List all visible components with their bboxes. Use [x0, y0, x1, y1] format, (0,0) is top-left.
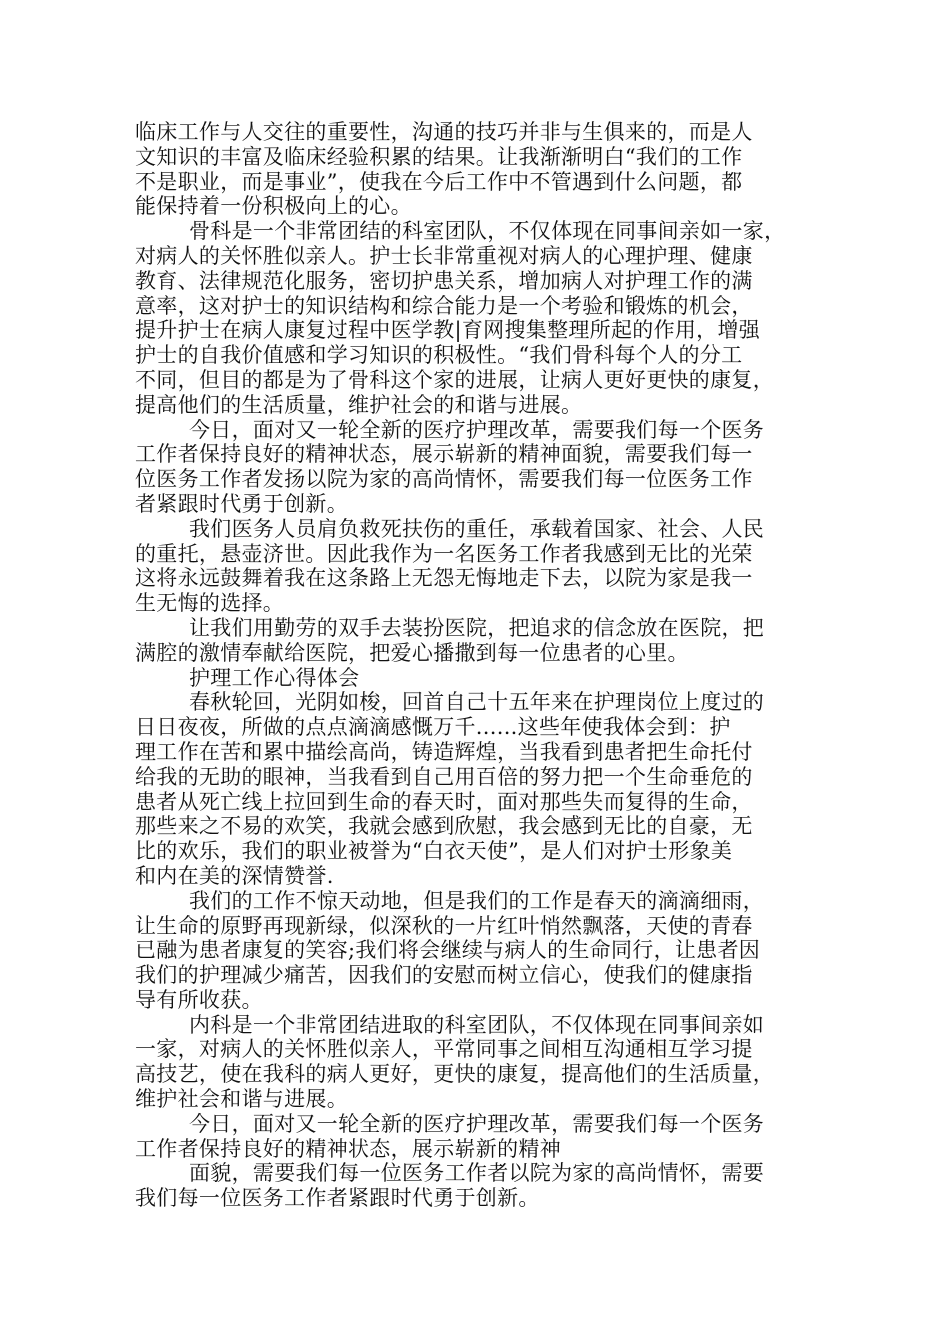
- text-line: 意率，这对护士的知识结构和综合能力是一个考验和锻炼的机会，: [135, 293, 753, 318]
- paragraph-start-line: 我们医务人员肩负救死扶伤的重任，承载着国家、社会、人民: [189, 516, 765, 541]
- paragraph-start-line: 春秋轮回，光阴如梭，回首自己十五年来在护理岗位上度过的: [189, 690, 765, 715]
- text-line: 已融为患者康复的笑容;我们将会继续与病人的生命同行，让患者因: [135, 938, 761, 963]
- text-line: 能保持着一份积极向上的心。: [135, 194, 412, 219]
- text-line: 护士的自我价值感和学习知识的积极性。“我们骨科每个人的分工: [135, 343, 743, 368]
- text-line: 这将永远鼓舞着我在这条路上无怨无悔地走下去，以院为家是我一: [135, 566, 753, 591]
- text-line: 高技艺，使在我科的病人更好，更快的康复，提高他们的生活质量，: [135, 1062, 774, 1087]
- paragraph-start-line: 面貌，需要我们每一位医务工作者以院为家的高尚情怀，需要: [189, 1161, 765, 1186]
- text-line: 工作者保持良好的精神状态，展示崭新的精神: [135, 1136, 561, 1161]
- text-line: 不同，但目的都是为了骨科这个家的进展，让病人更好更快的康复，: [135, 367, 774, 392]
- section-heading: 护理工作心得体会: [189, 665, 360, 690]
- text-line: 比的欢乐，我们的职业被誉为“白衣天使”，是人们对护士形象美: [135, 839, 733, 864]
- document-body: [135, 120, 825, 1211]
- text-line: 的重托，悬壶济世。因此我作为一名医务工作者我感到无比的光荣: [135, 541, 753, 566]
- text-line: 我们的护理减少痛苦，因我们的安慰而树立信心，使我们的健康指: [135, 963, 753, 988]
- text-line: 满腔的激情奉献给医院，把爱心播撒到每一位患者的心里。: [135, 640, 689, 665]
- text-line: 提升护士在病人康复过程中医学教|育网搜集整理所起的作用，增强: [135, 318, 761, 343]
- paragraph-start-line: 今日，面对又一轮全新的医疗护理改革，需要我们每一个医务: [189, 417, 765, 442]
- paragraph-start-line: 内科是一个非常团结进取的科室团队，不仅体现在同事间亲如: [189, 1012, 765, 1037]
- text-line: 和内在美的深情赞誉.: [135, 863, 334, 888]
- paragraph-start-line: 让我们用勤劳的双手去装扮医院，把追求的信念放在医院，把: [189, 615, 765, 640]
- text-line: 理工作在苦和累中描绘高尚，铸造辉煌，当我看到患者把生命托付: [135, 739, 753, 764]
- text-line: 文知识的丰富及临床经验积累的结果。让我渐渐明白“我们的工作: [135, 144, 743, 169]
- text-line: 我们每一位医务工作者紧跟时代勇于创新。: [135, 1186, 540, 1211]
- text-line: 维护社会和谐与进展。: [135, 1087, 348, 1112]
- text-line: 让生命的原野再现新绿，似深秋的一片红叶悄然飘落，天使的青春: [135, 913, 753, 938]
- text-line: 位医务工作者发扬以院为家的高尚情怀，需要我们每一位医务工作: [135, 467, 753, 492]
- text-line: 工作者保持良好的精神状态，展示崭新的精神面貌，需要我们每一: [135, 442, 753, 467]
- text-line: 日日夜夜，所做的点点滴滴感慨万千......这些年使我体会到：护: [135, 715, 731, 740]
- text-line: 者紧跟时代勇于创新。: [135, 491, 348, 516]
- text-line: 给我的无助的眼神，当我看到自己用百倍的努力把一个生命垂危的: [135, 764, 753, 789]
- text-line: 导有所收获。: [135, 987, 263, 1012]
- text-line: 一家，对病人的关怀胜似亲人，平常同事之间相互沟通相互学习提: [135, 1037, 753, 1062]
- text-line: 对病人的关怀胜似亲人。护士长非常重视对病人的心理护理、健康: [135, 243, 753, 268]
- paragraph-start-line: 今日，面对又一轮全新的医疗护理改革，需要我们每一个医务: [189, 1111, 765, 1136]
- text-line: 那些来之不易的欢笑，我就会感到欣慰，我会感到无比的自豪，无: [135, 814, 753, 839]
- text-line: 教育、法律规范化服务，密切护患关系，增加病人对护理工作的满: [135, 268, 753, 293]
- text-line: 不是职业，而是事业”，使我在今后工作中不管遇到什么问题，都: [135, 169, 743, 194]
- text-line: 提高他们的生活质量，维护社会的和谐与进展。: [135, 392, 583, 417]
- paragraph-start-line: 骨科是一个非常团结的科室团队，不仅体现在同事间亲如一家，: [189, 219, 786, 244]
- text-line: 生无悔的选择。: [135, 591, 285, 616]
- paragraph-start-line: 我们的工作不惊天动地，但是我们的工作是春天的滴滴细雨，: [189, 888, 765, 913]
- text-line: 临床工作与人交往的重要性，沟通的技巧并非与生俱来的，而是人: [135, 120, 753, 144]
- text-line: 患者从死亡线上拉回到生命的春天时，面对那些失而复得的生命，: [135, 789, 753, 814]
